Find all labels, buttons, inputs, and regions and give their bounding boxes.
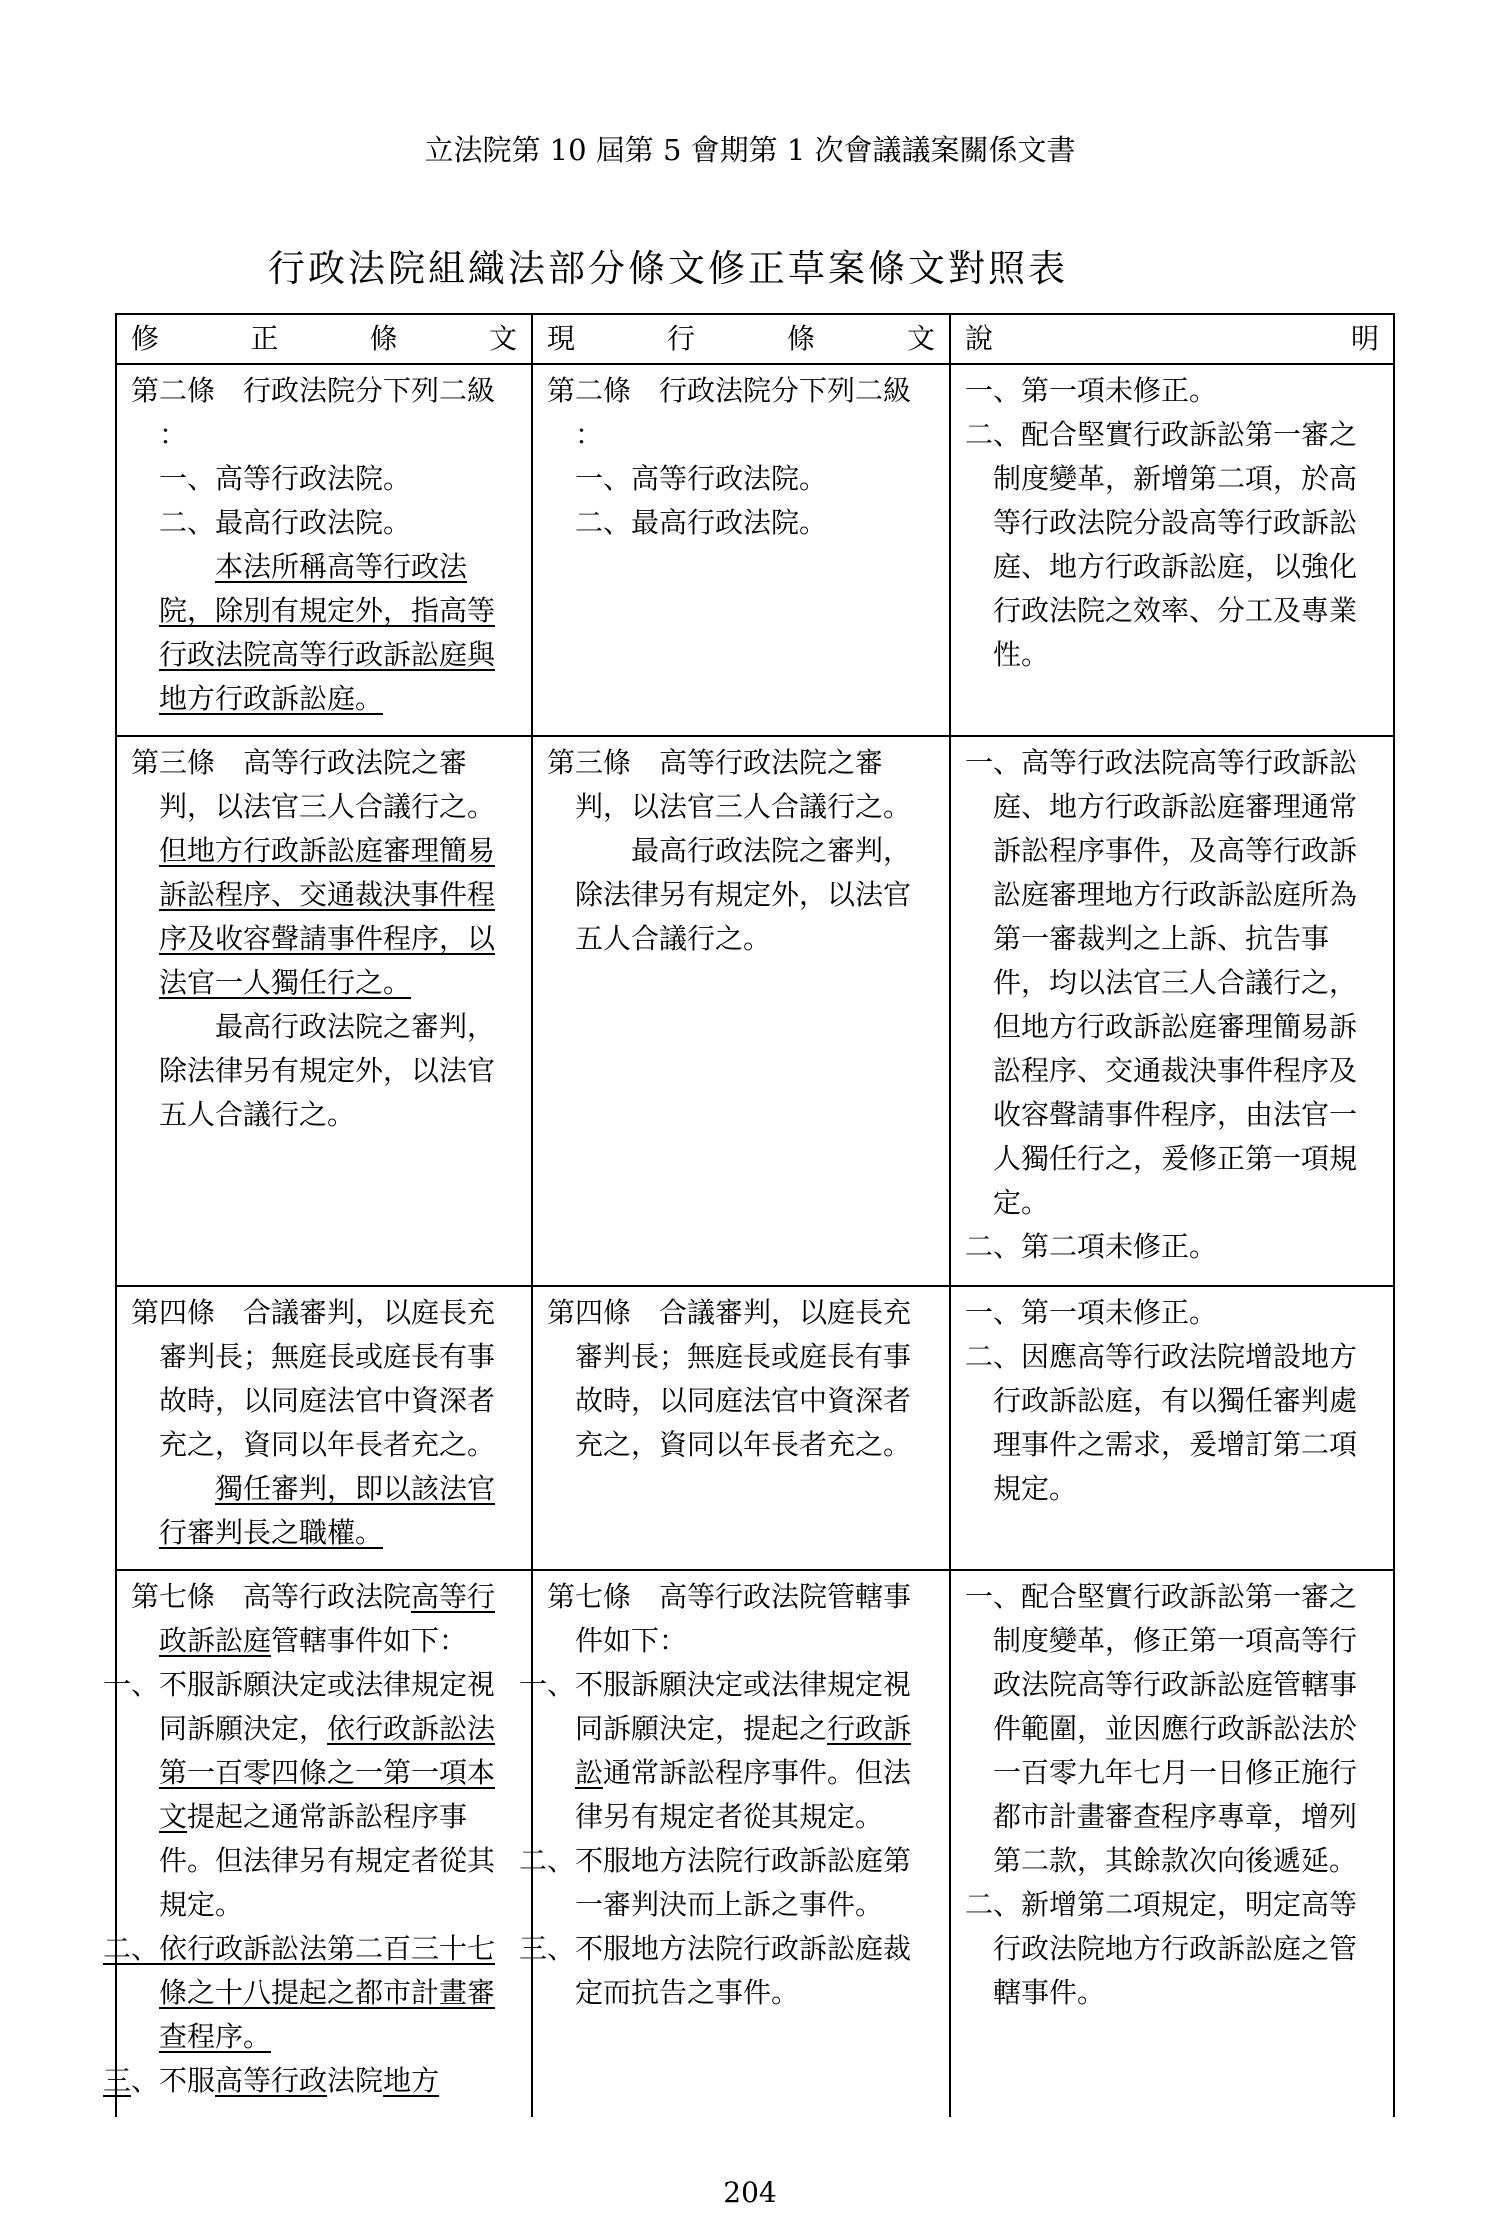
amended-cell: 第四條 合議審判，以庭長充審判長；無庭長或庭長有事故時，以同庭法官中資深者充之，資同以年長者充之。 獨任審判，即以該法官行審判長之職權。 bbox=[116, 1286, 532, 1570]
table-row bbox=[116, 736, 1394, 1286]
explanation-cell: 一、第一項未修正。 二、配合堅實行政訴訟第一審之制度變革，新增第二項，於高等行政法院分設高等行政訴訟庭、地方行政訴訟庭，以強化行政法院之效率、分工及專業性。 bbox=[950, 364, 1394, 736]
comparison-table bbox=[103, 313, 1395, 2117]
amendment-underlined: 高等行政訴訟庭 bbox=[159, 1580, 496, 1657]
explanation-cell: 一、高等行政法院高等行政訴訟庭、地方行政訴訟庭審理通常訴訟程序事件，及高等行政訴訟庭審理地方行政訴訟庭所為第一審裁判之上訴、抗告事件，均以法官三人合議行之，但地方行政訴訟庭審理簡易訴訟程序、交通裁決事件程序及收容聲請事件程序，由法官一人獨任行之，爰修正第一項規定。 二、第二項未修正。 bbox=[950, 736, 1394, 1286]
table-row bbox=[116, 364, 1394, 736]
table-header-row bbox=[116, 314, 1394, 364]
amendment-underlined: 但地方行政訴訟庭審理簡易訴訟程序、交通裁決事件程序及收容聲請事件程序，以法官一人獨任行之。 bbox=[159, 834, 496, 999]
explanation-cell: 一、第一項未修正。 二、因應高等行政法院增設地方行政訴訟庭，有以獨任審判處理事件之需求，爰增訂第二項規定。 bbox=[950, 1286, 1394, 1570]
amended-cell: 第三條 高等行政法院之審判，以法官三人合議行之。但地方行政訴訟庭審理簡易訴訟程序、交通裁決事件程序及收容聲請事件程序，以法官一人獨任行之。 最高行政法院之審判，除法律另有規定外，以法官五人合議行之。 bbox=[116, 736, 532, 1286]
amendment-underlined: 高等行政 bbox=[215, 2064, 328, 2097]
amended-cell: 第七條 高等行政法院高等行政訴訟庭管轄事件如下： 一、不服訴願決定或法律規定視同訴願決定，依行政訴訟法第一百零四條之一第一項本文提起之通常訴訟程序事件。但法律另有規定者從其規定。 二、依行政訴訟法第二百三十七條之十八提起之都市計畫審查程序。 三、不服高等行政法院地方 bbox=[116, 1570, 532, 2117]
current-cell: 第四條 合議審判，以庭長充審判長；無庭長或庭長有事故時，以同庭法官中資深者充之，資同以年長者充之。 bbox=[532, 1286, 950, 1570]
current-cell: 第三條 高等行政法院之審判，以法官三人合議行之。 最高行政法院之審判，除法律另有規定外，以法官五人合議行之。 bbox=[532, 736, 950, 1286]
amendment-underlined: 三 bbox=[103, 2064, 132, 2097]
table-row bbox=[116, 1570, 1394, 2117]
amendment-underlined: 依行政訴訟法第一百零四條之一第一項本文 bbox=[159, 1712, 496, 1833]
page-number: 204 bbox=[723, 2176, 777, 2209]
amendment-underlined: 二、依行政訴訟法第二百三十七條之十八提起之都市計畫審查程序。 bbox=[103, 1932, 496, 2053]
header-explanation: 說 明 bbox=[950, 314, 1394, 364]
current-cell: 第二條 行政法院分下列二級 ： 一、高等行政法院。 二、最高行政法院。 bbox=[532, 364, 950, 736]
amended-cell: 第二條 行政法院分下列二級 ： 一、高等行政法院。 二、最高行政法院。 本法所稱高等行政法院，除別有規定外，指高等行政法院高等行政訴訟庭與地方行政訴訟庭。 bbox=[116, 364, 532, 736]
document-header: 立法院第 10 屆第 5 會期第 1 次會議議案關係文書 bbox=[424, 133, 1076, 167]
amendment-underlined: 地方 bbox=[383, 2064, 440, 2097]
page-title: 行政法院組織法部分條文修正草案條文對照表 bbox=[268, 247, 1068, 290]
header-current: 現 行 條 文 bbox=[532, 314, 950, 364]
amendment-underlined: 行政訴訟 bbox=[575, 1712, 912, 1789]
table-row bbox=[116, 1286, 1394, 1570]
current-cell: 第七條 高等行政法院管轄事件如下： 一、不服訴願決定或法律規定視同訴願決定，提起之行政訴訟通常訴訟程序事件。但法律另有規定者從其規定。 二、不服地方法院行政訴訟庭第一審判決而上訴之事件。 三、不服地方法院行政訴訟庭裁定而抗告之事件。 bbox=[532, 1570, 950, 2117]
explanation-cell: 一、配合堅實行政訴訟第一審之制度變革，修正第一項高等行政法院高等行政訴訟庭管轄事件範圍，並因應行政訴訟法於一百零九年七月一日修正施行都市計畫審查程序專章，增列第二款，其餘款次向後遞延。 二、新增第二項規定，明定高等行政法院地方行政訴訟庭之管轄事件。 bbox=[950, 1570, 1394, 2117]
amendment-underlined: 本法所稱高等行政法院，除別有規定外，指高等行政法院高等行政訴訟庭與地方行政訴訟庭。 bbox=[159, 550, 496, 715]
amendment-underlined: 獨任審判，即以該法官行審判長之職權。 bbox=[159, 1472, 496, 1549]
header-amended: 修 正 條 文 bbox=[116, 314, 532, 364]
